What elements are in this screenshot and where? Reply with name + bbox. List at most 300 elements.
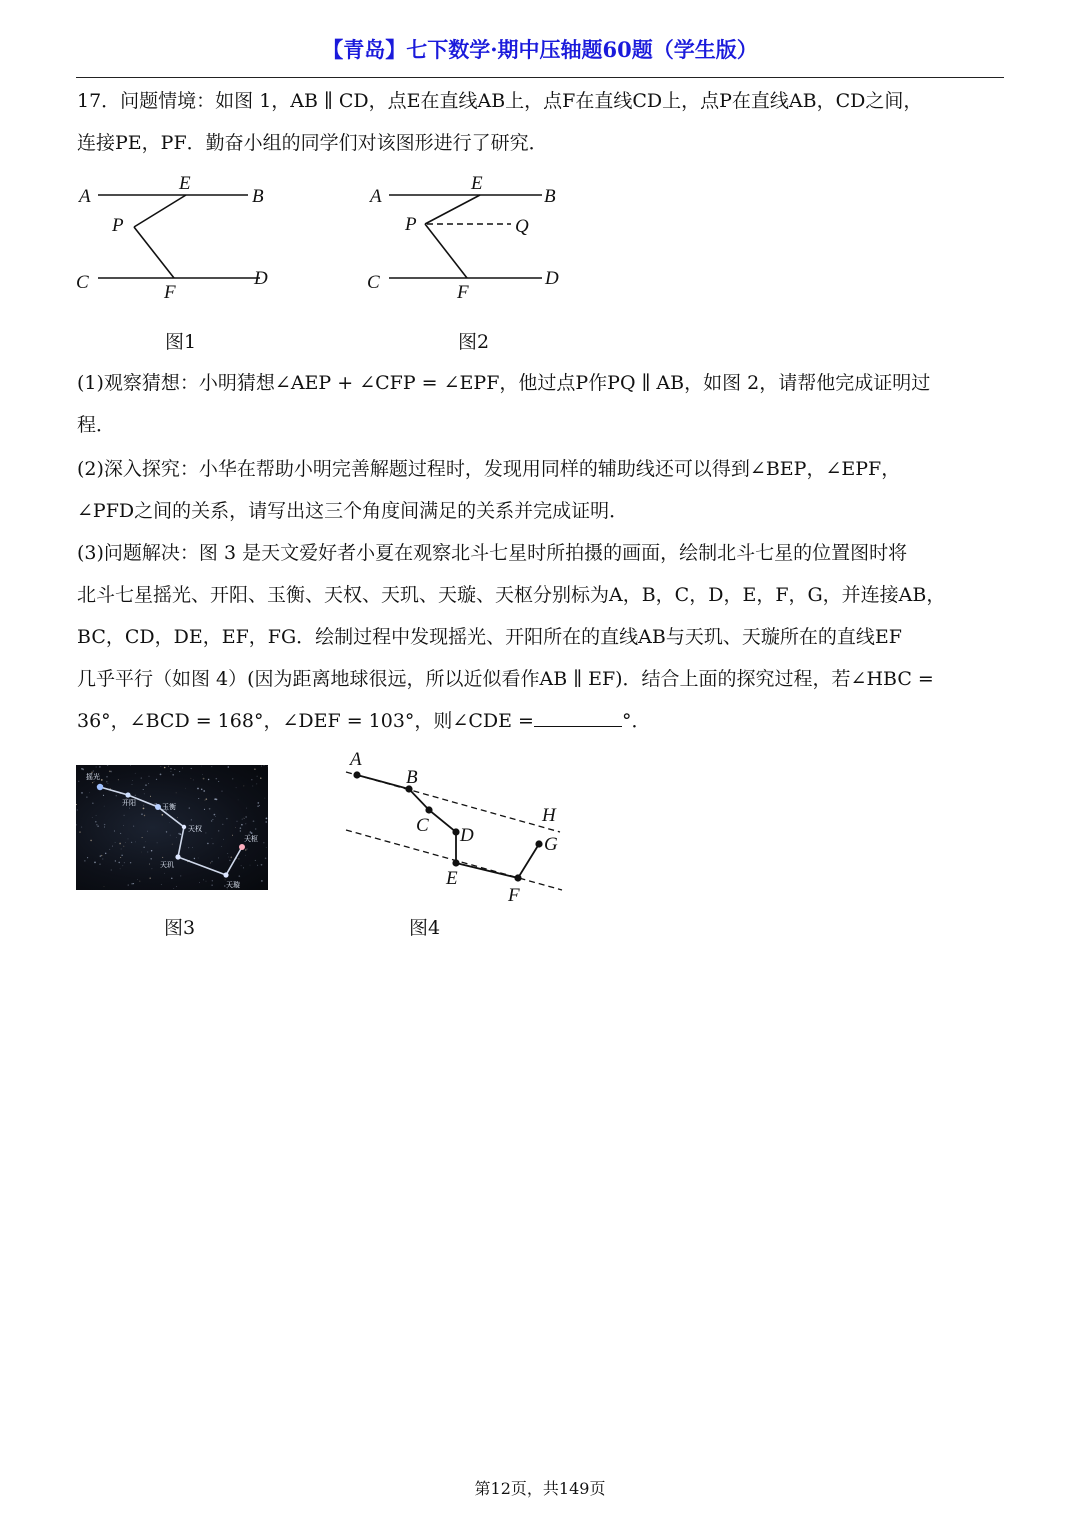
background-star <box>257 805 258 806</box>
background-star <box>123 846 124 847</box>
background-star <box>143 808 145 810</box>
background-star <box>161 766 162 767</box>
background-star <box>156 779 157 780</box>
fig1-label-d: D <box>254 268 268 289</box>
background-star <box>84 860 85 861</box>
background-star <box>201 789 203 791</box>
background-star <box>125 842 126 843</box>
background-star <box>208 779 209 780</box>
background-star <box>191 819 192 820</box>
background-star <box>135 795 136 796</box>
background-star <box>176 837 177 838</box>
background-star <box>176 793 177 794</box>
background-star <box>250 865 251 866</box>
fig2-label-e: E <box>471 173 483 194</box>
background-star <box>145 784 147 786</box>
background-star <box>104 827 105 828</box>
background-star <box>171 878 172 879</box>
fig2-segment-pe <box>425 195 480 224</box>
background-star <box>218 830 219 831</box>
background-star <box>216 778 218 780</box>
fig2-label-c: C <box>367 272 380 293</box>
background-star <box>236 821 237 822</box>
background-star <box>218 857 219 858</box>
background-star <box>133 826 134 827</box>
background-star <box>173 888 174 889</box>
background-star <box>263 842 264 843</box>
background-star <box>243 867 244 868</box>
background-star <box>162 857 163 858</box>
part-2-line-2: ∠PFD之间的关系，请写出这三个角度间满足的关系并完成证明． <box>77 500 629 522</box>
background-star <box>96 824 97 825</box>
background-star <box>212 838 213 839</box>
background-star <box>179 771 180 772</box>
background-star <box>94 781 95 782</box>
background-star <box>102 858 103 859</box>
fig4-point-f <box>514 874 521 881</box>
star-kaiyang <box>125 792 130 797</box>
background-star <box>244 818 245 819</box>
background-star <box>92 803 93 804</box>
background-star <box>243 818 244 819</box>
background-star <box>245 849 246 850</box>
background-star <box>261 765 262 766</box>
background-star <box>221 846 222 847</box>
background-star <box>205 800 206 801</box>
background-star <box>149 864 150 865</box>
background-star <box>101 855 102 856</box>
background-star <box>104 824 105 825</box>
background-star <box>185 788 186 789</box>
fig4-label-g: G <box>544 834 558 855</box>
background-star <box>118 779 119 780</box>
background-star <box>210 862 211 863</box>
background-star <box>266 847 267 848</box>
fig4-point-c <box>425 806 432 813</box>
background-star <box>254 768 256 770</box>
background-star <box>266 818 268 820</box>
background-star <box>176 886 177 887</box>
background-star <box>135 842 136 843</box>
background-star <box>121 855 122 856</box>
background-star <box>76 824 77 825</box>
header-divider <box>76 77 1004 78</box>
background-star <box>232 835 233 836</box>
background-star <box>252 786 253 787</box>
background-star <box>255 828 256 829</box>
background-star <box>246 848 247 849</box>
fig1-label-f: F <box>164 282 176 303</box>
background-star <box>150 796 151 797</box>
figure-1 <box>76 172 276 302</box>
background-star <box>228 766 230 768</box>
background-star <box>103 795 104 796</box>
answer-blank <box>534 706 622 727</box>
background-star <box>207 843 208 844</box>
figure-4 <box>340 750 570 910</box>
star-label-tianquan: 天权 <box>188 825 202 833</box>
background-star <box>170 771 171 772</box>
problem-intro-line-2: 连接PE，PF．勤奋小组的同学们对该图形进行了研究． <box>77 132 548 154</box>
background-star <box>151 850 152 851</box>
part-2-line-1: (2)深入探究：小华在帮助小明完善解题过程时，发现用同样的辅助线还可以得到∠BEP，∠EPF， <box>77 458 901 480</box>
background-star <box>206 881 207 882</box>
background-star <box>106 781 108 783</box>
background-star <box>205 832 206 833</box>
background-star <box>141 814 142 815</box>
figure-3-caption: 图3 <box>164 917 196 939</box>
fig2-label-f: F <box>457 282 469 303</box>
fig2-label-d: D <box>545 268 559 289</box>
background-star <box>222 824 223 825</box>
background-star <box>203 790 205 792</box>
figure-2-caption: 图2 <box>458 331 490 353</box>
background-star <box>194 858 195 859</box>
background-star <box>151 868 152 869</box>
background-star <box>130 862 131 863</box>
background-star <box>197 788 199 790</box>
background-star <box>232 778 233 779</box>
background-star <box>191 778 192 779</box>
background-star <box>238 800 239 801</box>
background-star <box>123 825 124 826</box>
background-star <box>124 862 125 863</box>
background-star <box>239 875 241 877</box>
background-star <box>211 820 212 821</box>
background-star <box>87 857 88 858</box>
background-star <box>257 865 258 866</box>
background-star <box>251 779 252 780</box>
background-star <box>235 827 236 828</box>
part-3 <box>77 532 1005 742</box>
background-star <box>100 855 102 857</box>
fig4-label-b: B <box>406 767 418 788</box>
background-star <box>168 766 169 767</box>
background-star <box>265 821 267 823</box>
background-star <box>206 798 208 800</box>
background-star <box>177 817 178 818</box>
fig2-label-p: P <box>405 214 417 235</box>
background-star <box>143 789 144 790</box>
background-star <box>128 839 129 840</box>
figure-3-photo <box>76 765 268 890</box>
star-tianxuan <box>223 872 228 877</box>
background-star <box>245 855 246 856</box>
problem-intro-line-1: 17．问题情境：如图 1，AB ∥ CD，点E在直线AB上，点F在直线CD上，点P在直线AB，CD之间， <box>77 90 923 112</box>
background-star <box>114 831 115 832</box>
fig2-label-q: Q <box>515 216 529 237</box>
part-3-line-2: 北斗七星摇光、开阳、玉衡、天权、天玑、天璇、天枢分别标为A，B，C，D，E，F，G，并连接AB， <box>77 584 946 606</box>
background-star <box>192 847 193 848</box>
background-star <box>149 877 150 878</box>
background-star <box>107 765 108 766</box>
background-star <box>257 802 259 804</box>
background-star <box>115 860 116 861</box>
background-star <box>119 843 121 845</box>
star-yaoguang <box>97 784 103 790</box>
background-star <box>99 863 101 865</box>
background-star <box>257 776 258 777</box>
part-2 <box>77 448 1005 532</box>
fig4-point-g <box>535 840 542 847</box>
background-star <box>106 776 107 777</box>
background-star <box>93 770 94 771</box>
background-star <box>245 823 246 824</box>
fig4-point-d <box>452 828 459 835</box>
background-star <box>162 814 164 816</box>
background-star <box>141 852 142 853</box>
fig4-polyline <box>357 775 539 878</box>
background-star <box>230 857 232 859</box>
background-star <box>166 831 167 832</box>
background-star <box>241 824 243 826</box>
background-star <box>202 774 203 775</box>
fig1-label-a: A <box>79 186 91 207</box>
fig1-label-p: P <box>112 215 124 236</box>
starfield-background <box>76 765 268 889</box>
background-star <box>238 858 239 859</box>
page-footer: 第12页，共149页 <box>474 1479 606 1498</box>
background-star <box>147 831 148 832</box>
background-star <box>255 860 256 861</box>
background-star <box>218 781 219 782</box>
background-star <box>172 844 173 845</box>
part-3-last-suffix: °． <box>621 710 651 732</box>
page-header-title: 【青岛】七下数学·期中压轴题60题（学生版） <box>322 37 758 62</box>
fig4-label-f: F <box>508 885 520 906</box>
background-star <box>95 821 97 823</box>
background-star <box>76 804 77 805</box>
background-star <box>81 827 82 828</box>
background-star <box>143 805 144 806</box>
fig4-point-e <box>452 859 459 866</box>
background-star <box>228 857 229 858</box>
part-1-line-1: (1)观察猜想：小明猜想∠AEP + ∠CFP = ∠EPF，他过点P作PQ ∥ AB，如图 2，请帮他完成证明过 <box>77 372 931 394</box>
background-star <box>265 798 266 799</box>
background-star <box>116 795 117 796</box>
fig1-label-c: C <box>76 272 89 293</box>
background-star <box>246 808 247 809</box>
background-star <box>97 826 98 827</box>
background-star <box>81 792 83 794</box>
background-star <box>209 808 211 810</box>
background-star <box>264 765 265 766</box>
background-star <box>118 862 119 863</box>
background-star <box>128 885 129 886</box>
background-star <box>112 846 113 847</box>
star-yuheng <box>155 804 161 810</box>
background-star <box>99 766 101 768</box>
fig4-point-a <box>353 771 360 778</box>
background-star <box>170 768 171 769</box>
background-star <box>203 778 205 780</box>
background-star <box>148 783 149 784</box>
background-star <box>265 857 267 859</box>
background-star <box>130 765 131 766</box>
background-star <box>241 865 242 866</box>
part-1 <box>77 362 1005 446</box>
background-star <box>150 858 152 860</box>
background-star <box>147 851 148 852</box>
background-star <box>223 839 224 840</box>
background-star <box>240 830 241 831</box>
background-star <box>92 782 93 783</box>
background-star <box>82 769 84 771</box>
background-star <box>129 808 130 809</box>
star-tianquan <box>182 825 186 829</box>
star-tianji <box>175 854 180 859</box>
background-star <box>227 853 228 854</box>
fig4-label-e: E <box>446 868 458 889</box>
background-star <box>226 818 227 819</box>
background-star <box>191 768 192 769</box>
figure-2 <box>366 172 576 302</box>
background-star <box>204 809 205 810</box>
part-3-line-4: 几乎平行（如图 4）(因为距离地球很远，所以近似看作AB ∥ EF)．结合上面的探究过程，若∠HBC = <box>77 668 934 690</box>
background-star <box>215 816 216 817</box>
background-star <box>142 837 143 838</box>
problem-intro <box>77 80 1005 164</box>
background-star <box>108 783 109 784</box>
background-star <box>259 805 260 806</box>
background-star <box>169 822 170 823</box>
background-star <box>131 883 133 885</box>
part-3-line-5 <box>77 700 1005 742</box>
background-star <box>120 833 121 834</box>
background-star <box>104 886 105 887</box>
background-star <box>137 879 138 880</box>
background-star <box>211 861 212 862</box>
fig1-label-b: B <box>252 186 264 207</box>
background-star <box>260 778 261 779</box>
background-star <box>170 835 171 836</box>
background-star <box>189 807 190 808</box>
background-star <box>135 773 136 774</box>
background-star <box>211 766 212 767</box>
background-star <box>229 860 231 862</box>
background-star <box>104 806 105 807</box>
background-star <box>240 827 242 829</box>
star-tianshu <box>239 844 245 850</box>
background-star <box>78 781 79 782</box>
background-star <box>139 881 140 882</box>
background-star <box>141 777 142 778</box>
background-star <box>172 774 174 776</box>
background-star <box>242 819 243 820</box>
star-label-tianxuan: 天璇 <box>226 881 240 889</box>
star-label-yaoguang: 摇光 <box>86 773 100 781</box>
part-3-line-1: (3)问题解决：图 3 是天文爱好者小夏在观察北斗七星时所拍摄的画面，绘制北斗七星的位置图时将 <box>77 542 908 564</box>
background-star <box>154 803 156 805</box>
background-star <box>203 880 204 881</box>
background-star <box>90 840 92 842</box>
background-star <box>256 783 257 784</box>
fig4-label-h: H <box>542 805 556 826</box>
background-star <box>101 779 103 781</box>
background-star <box>105 853 106 854</box>
background-star <box>212 819 213 820</box>
background-star <box>111 870 112 871</box>
background-star <box>180 833 182 835</box>
background-star <box>122 865 123 866</box>
fig1-label-e: E <box>179 173 191 194</box>
part-3-last-text: 36°，∠BCD = 168°，∠DEF = 103°，则∠CDE = <box>77 710 534 732</box>
background-star <box>96 815 97 816</box>
background-star <box>164 767 166 769</box>
fig1-segment-pe <box>134 195 186 227</box>
figure-4-caption: 图4 <box>409 917 441 939</box>
background-star <box>193 779 194 780</box>
background-star <box>236 787 237 788</box>
background-star <box>212 880 213 881</box>
fig2-label-a: A <box>370 186 382 207</box>
background-star <box>148 776 149 777</box>
background-star <box>115 842 116 843</box>
star-label-kaiyang: 开阳 <box>122 799 136 807</box>
background-star <box>182 768 183 769</box>
part-1-line-2: 程． <box>77 414 116 436</box>
fig1-segment-pf <box>134 227 174 278</box>
background-star <box>131 842 132 843</box>
background-star <box>211 885 212 886</box>
background-star <box>143 847 144 848</box>
background-star <box>199 882 200 883</box>
background-star <box>120 868 121 869</box>
star-label-yuheng: 玉衡 <box>162 803 176 811</box>
fig2-label-b: B <box>544 186 556 207</box>
background-star <box>244 786 245 787</box>
background-star <box>160 774 162 776</box>
background-star <box>198 798 199 799</box>
background-star <box>180 875 181 876</box>
background-star <box>188 847 189 848</box>
background-star <box>250 831 252 833</box>
background-star <box>120 857 121 858</box>
background-star <box>86 797 87 798</box>
background-star <box>110 771 112 773</box>
background-star <box>92 817 93 818</box>
background-star <box>144 793 145 794</box>
background-star <box>164 873 165 874</box>
fig4-label-a: A <box>350 749 362 770</box>
fig4-label-c: C <box>416 815 429 836</box>
background-star <box>145 841 146 842</box>
background-star <box>94 862 96 864</box>
background-star <box>201 766 202 767</box>
background-star <box>121 849 122 850</box>
background-star <box>123 815 124 816</box>
figure-1-caption: 图1 <box>165 331 197 353</box>
background-star <box>89 792 90 793</box>
background-star <box>133 883 134 884</box>
background-star <box>267 766 268 767</box>
background-star <box>132 784 133 785</box>
background-star <box>213 843 214 844</box>
background-star <box>261 864 263 866</box>
background-star <box>174 769 175 770</box>
background-star <box>161 884 162 885</box>
background-star <box>253 820 255 822</box>
fig4-label-d: D <box>460 825 474 846</box>
background-star <box>214 798 216 800</box>
background-star <box>96 767 97 768</box>
background-star <box>246 816 247 817</box>
background-star <box>198 858 199 859</box>
background-star <box>214 814 216 816</box>
background-star <box>157 842 158 843</box>
star-label-tianshu: 天枢 <box>244 835 258 843</box>
background-star <box>109 849 110 850</box>
